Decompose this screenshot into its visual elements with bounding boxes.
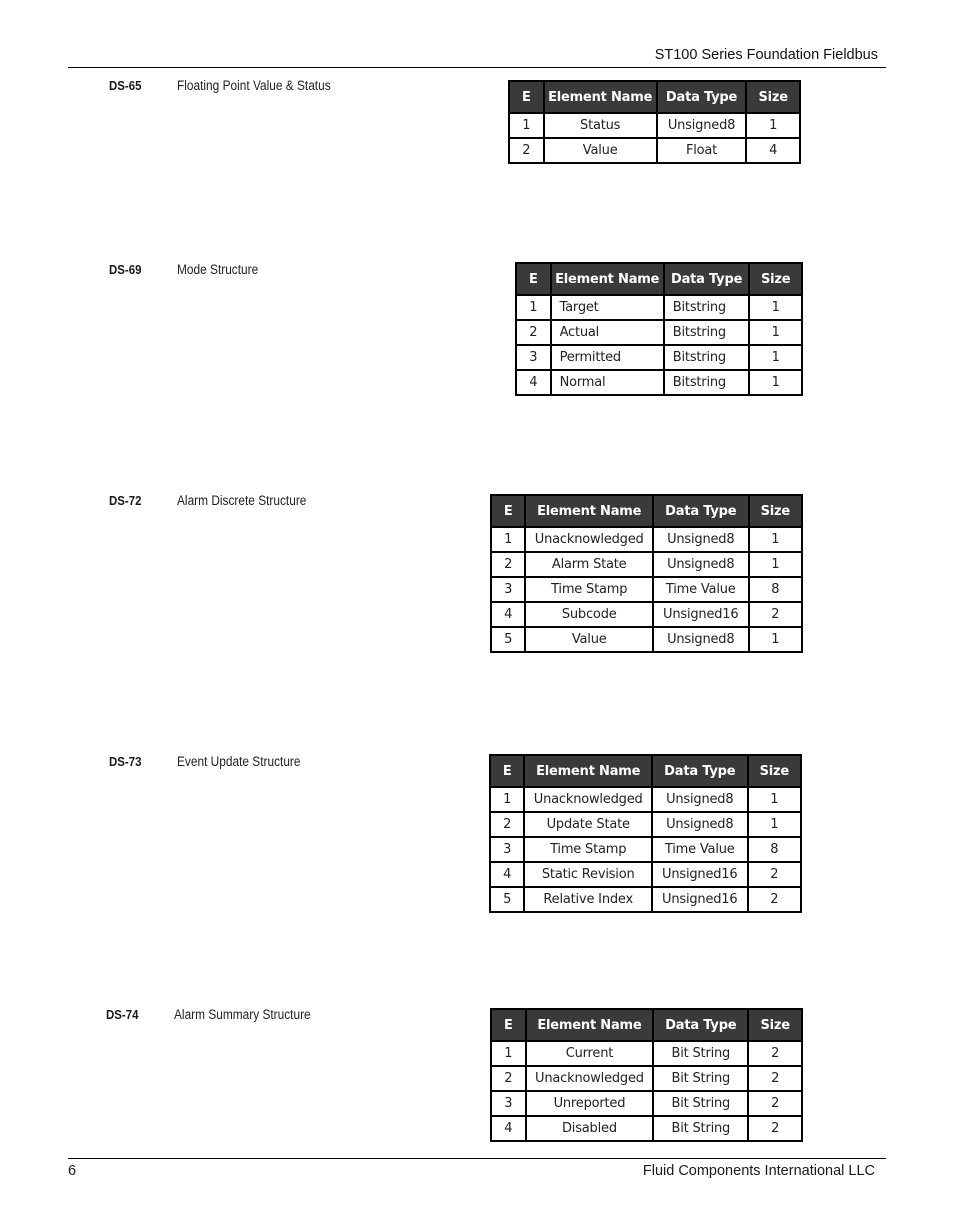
ds-id: DS-69 [109, 262, 142, 277]
cell-size: 1 [746, 113, 800, 138]
cell-e: 4 [516, 370, 551, 395]
cell-data-type: Unsigned16 [652, 887, 748, 912]
col-header-element-name: Element Name [525, 495, 653, 527]
cell-size: 2 [748, 1116, 802, 1141]
table-row [491, 1116, 802, 1141]
cell-data-type: Unsigned8 [652, 812, 748, 837]
cell-element-name: Value [544, 138, 657, 163]
page-header-title: ST100 Series Foundation Fieldbus [654, 47, 878, 63]
ds-id: DS-74 [106, 1007, 139, 1022]
table-row [491, 527, 802, 552]
cell-element-name: Static Revision [524, 862, 652, 887]
ds-65-table [508, 80, 801, 164]
table-row [491, 627, 802, 652]
cell-element-name: Unacknowledged [524, 787, 652, 812]
cell-data-type: Unsigned8 [657, 113, 747, 138]
cell-data-type: Bitstring [664, 370, 750, 395]
col-header-size: Size [749, 263, 802, 295]
cell-element-name: Permitted [551, 345, 664, 370]
cell-data-type: Bit String [653, 1116, 748, 1141]
cell-size: 1 [749, 627, 802, 652]
cell-e: 4 [491, 1116, 526, 1141]
table-row [491, 602, 802, 627]
col-header-e: E [516, 263, 551, 295]
cell-e: 1 [509, 113, 544, 138]
cell-e: 3 [516, 345, 551, 370]
cell-e: 2 [509, 138, 544, 163]
cell-e: 3 [490, 837, 524, 862]
col-header-e: E [509, 81, 544, 113]
cell-data-type: Time Value [652, 837, 748, 862]
col-header-data-type: Data Type [653, 495, 749, 527]
cell-element-name: Time Stamp [525, 577, 653, 602]
cell-element-name: Current [526, 1041, 654, 1066]
cell-element-name: Disabled [526, 1116, 654, 1141]
ds-title: Mode Structure [177, 262, 259, 277]
cell-size: 2 [748, 887, 801, 912]
table-row [509, 138, 800, 163]
col-header-size: Size [748, 1009, 802, 1041]
col-header-size: Size [746, 81, 800, 113]
table-row [490, 862, 801, 887]
cell-e: 2 [491, 552, 525, 577]
footer-company: Fluid Components International LLC [642, 1163, 875, 1179]
cell-data-type: Unsigned8 [653, 527, 749, 552]
page-number: 6 [68, 1163, 77, 1179]
cell-data-type: Float [657, 138, 747, 163]
table-row [491, 1066, 802, 1091]
table-row [490, 887, 801, 912]
col-header-e: E [490, 755, 524, 787]
cell-e: 1 [491, 527, 525, 552]
cell-element-name: Status [544, 113, 657, 138]
cell-element-name: Normal [551, 370, 664, 395]
cell-size: 1 [749, 527, 802, 552]
table-row [490, 787, 801, 812]
ds-id: DS-65 [109, 78, 142, 93]
cell-size: 1 [749, 552, 802, 577]
ds-73-table [489, 754, 802, 913]
col-header-element-name: Element Name [544, 81, 657, 113]
col-header-e: E [491, 1009, 526, 1041]
table-row [490, 812, 801, 837]
col-header-e: E [491, 495, 525, 527]
cell-data-type: Unsigned8 [652, 787, 748, 812]
cell-data-type: Bitstring [664, 320, 750, 345]
cell-e: 2 [490, 812, 524, 837]
cell-e: 2 [491, 1066, 526, 1091]
cell-size: 8 [749, 577, 802, 602]
cell-element-name: Value [525, 627, 653, 652]
cell-data-type: Unsigned16 [653, 602, 749, 627]
col-header-data-type: Data Type [652, 755, 748, 787]
ds-69-table [515, 262, 803, 396]
ds-72-table [490, 494, 803, 653]
cell-element-name: Subcode [525, 602, 653, 627]
ds-id: DS-72 [109, 493, 142, 508]
table-row [509, 113, 800, 138]
cell-size: 2 [748, 862, 801, 887]
cell-element-name: Unreported [526, 1091, 654, 1116]
cell-size: 1 [748, 812, 801, 837]
cell-data-type: Time Value [653, 577, 749, 602]
col-header-size: Size [749, 495, 802, 527]
col-header-data-type: Data Type [653, 1009, 748, 1041]
table-row [491, 577, 802, 602]
table-row [490, 837, 801, 862]
cell-element-name: Time Stamp [524, 837, 652, 862]
ds-id: DS-73 [109, 754, 142, 769]
cell-size: 2 [749, 602, 802, 627]
cell-data-type: Bitstring [664, 345, 750, 370]
ds-title: Alarm Discrete Structure [177, 493, 307, 508]
cell-element-name: Alarm State [525, 552, 653, 577]
table-row [491, 1091, 802, 1116]
cell-e: 2 [516, 320, 551, 345]
cell-size: 4 [746, 138, 800, 163]
header-rule [68, 67, 886, 68]
col-header-data-type: Data Type [664, 263, 750, 295]
cell-size: 1 [749, 320, 802, 345]
col-header-size: Size [748, 755, 801, 787]
cell-data-type: Unsigned16 [652, 862, 748, 887]
cell-size: 1 [749, 295, 802, 320]
cell-size: 1 [749, 370, 802, 395]
cell-size: 1 [748, 787, 801, 812]
cell-size: 2 [748, 1091, 802, 1116]
cell-e: 1 [490, 787, 524, 812]
cell-data-type: Unsigned8 [653, 552, 749, 577]
ds-title: Event Update Structure [177, 754, 301, 769]
cell-element-name: Update State [524, 812, 652, 837]
table-row [516, 320, 802, 345]
col-header-element-name: Element Name [526, 1009, 654, 1041]
cell-e: 1 [491, 1041, 526, 1066]
cell-data-type: Bit String [653, 1041, 748, 1066]
table-row [516, 295, 802, 320]
cell-data-type: Bitstring [664, 295, 750, 320]
cell-element-name: Actual [551, 320, 664, 345]
cell-data-type: Bit String [653, 1066, 748, 1091]
ds-title: Alarm Summary Structure [174, 1007, 311, 1022]
cell-element-name: Unacknowledged [525, 527, 653, 552]
cell-e: 1 [516, 295, 551, 320]
cell-e: 4 [490, 862, 524, 887]
cell-element-name: Relative Index [524, 887, 652, 912]
cell-element-name: Target [551, 295, 664, 320]
table-row [516, 345, 802, 370]
cell-e: 4 [491, 602, 525, 627]
cell-size: 2 [748, 1041, 802, 1066]
cell-e: 5 [490, 887, 524, 912]
cell-size: 2 [748, 1066, 802, 1091]
cell-element-name: Unacknowledged [526, 1066, 654, 1091]
table-row [491, 552, 802, 577]
col-header-element-name: Element Name [524, 755, 652, 787]
cell-e: 3 [491, 1091, 526, 1116]
ds-74-table [490, 1008, 803, 1142]
cell-data-type: Bit String [653, 1091, 748, 1116]
cell-e: 5 [491, 627, 525, 652]
table-row [516, 370, 802, 395]
cell-data-type: Unsigned8 [653, 627, 749, 652]
cell-size: 1 [749, 345, 802, 370]
footer-rule [68, 1158, 886, 1159]
col-header-element-name: Element Name [551, 263, 664, 295]
cell-e: 3 [491, 577, 525, 602]
cell-size: 8 [748, 837, 801, 862]
ds-title: Floating Point Value & Status [177, 78, 331, 93]
table-row [491, 1041, 802, 1066]
col-header-data-type: Data Type [657, 81, 747, 113]
